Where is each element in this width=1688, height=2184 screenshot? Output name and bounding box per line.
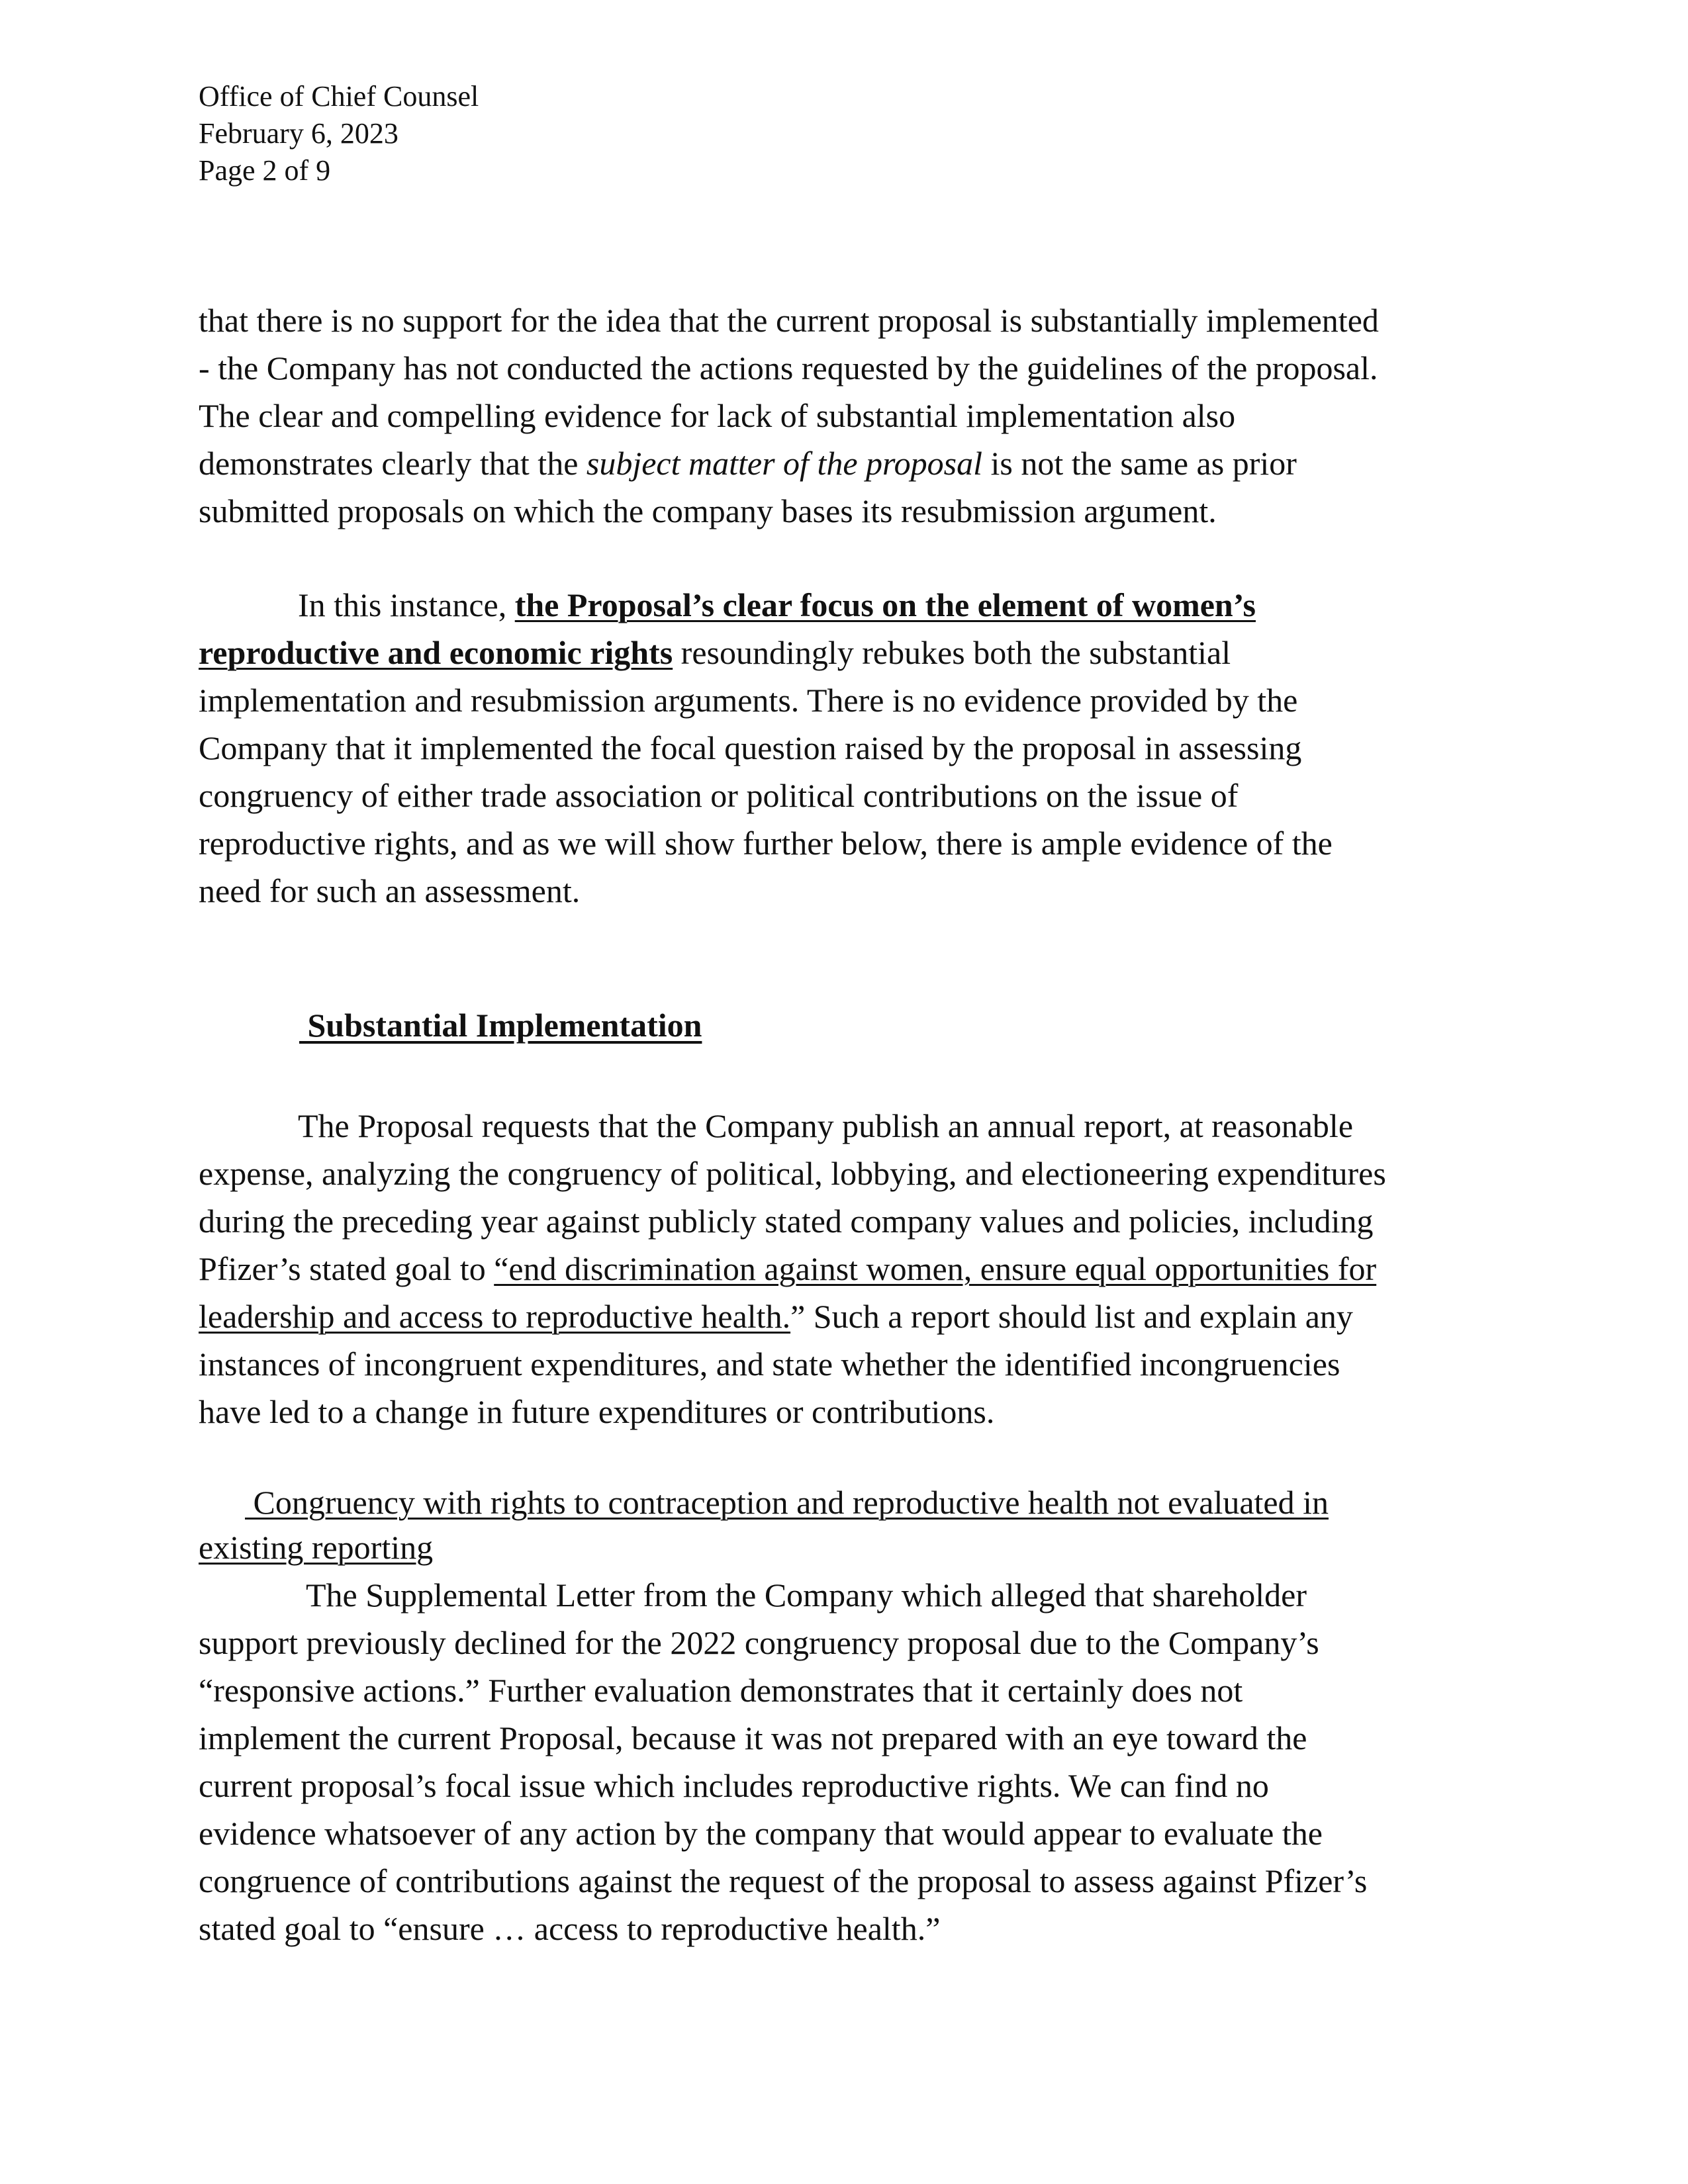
text-run: ” Such a report should list and explain any — [790, 1298, 1353, 1335]
italic-emphasis: subject matter of the proposal — [586, 445, 982, 482]
paragraph-line: implementation and resubmission arguments. There is no evidence provided by the — [199, 682, 1298, 719]
paragraph-line — [199, 581, 1496, 629]
subheading-line: Congruency with rights to contraception and reproductive health not evaluated in — [245, 1484, 1329, 1521]
header-recipient: Office of Chief Counsel — [199, 80, 479, 113]
bold-underlined-emphasis: the Proposal’s clear focus on the element of women’s — [514, 586, 1256, 623]
paragraph-line: current proposal’s focal issue which includes reproductive rights. We can find no — [199, 1767, 1269, 1804]
header-date: February 6, 2023 — [199, 117, 399, 150]
paragraph-line: The Proposal requests that the Company publish an annual report, at reasonable — [298, 1107, 1354, 1144]
text-run: demonstrates clearly that the — [199, 445, 586, 482]
paragraph-line: implement the current Proposal, because it was not prepared with an eye toward the — [199, 1719, 1307, 1756]
paragraph-4 — [199, 1571, 1496, 1952]
paragraph-line: “responsive actions.” Further evaluation demonstrates that it certainly does not — [199, 1672, 1243, 1709]
bold-underlined-emphasis: reproductive and economic rights — [199, 634, 673, 671]
underlined-quote: “end discrimination against women, ensure equal opportunities for — [494, 1250, 1377, 1287]
paragraph-line — [199, 629, 1496, 676]
paragraph-line — [199, 1293, 1496, 1340]
paragraph-line — [199, 1245, 1496, 1293]
paragraph-line: The clear and compelling evidence for lack of substantial implementation also — [199, 397, 1236, 434]
text-run: In this instance, — [298, 586, 515, 623]
paragraph-1 — [199, 296, 1496, 535]
paragraph-2 — [199, 581, 1496, 915]
paragraph-line: - the Company has not conducted the actions requested by the guidelines of the proposal. — [199, 349, 1378, 387]
subheading-line-wrap — [199, 1525, 1496, 1570]
text-run: Pfizer’s stated goal to — [199, 1250, 494, 1287]
subheading — [199, 1480, 1496, 1570]
underlined-quote: leadership and access to reproductive health. — [199, 1298, 791, 1335]
paragraph-line: congruency of either trade association or political contributions on the issue of — [199, 777, 1239, 814]
paragraph-line: support previously declined for the 2022 congruency proposal due to the Company’s — [199, 1624, 1319, 1661]
paragraph-line: stated goal to “ensure … access to reproductive health.” — [199, 1910, 941, 1947]
letter-header — [199, 78, 479, 189]
paragraph-line: during the preceding year against publicly stated company values and policies, including — [199, 1203, 1374, 1240]
section-heading: Substantial Implementation — [299, 1007, 702, 1044]
paragraph-line: that there is no support for the idea that the current proposal is substantially implemented — [199, 302, 1379, 339]
paragraph-line: congruence of contributions against the request of the proposal to assess against Pfizer’s — [199, 1862, 1368, 1899]
paragraph-3 — [199, 1102, 1496, 1435]
paragraph-line: Company that it implemented the focal question raised by the proposal in assessing — [199, 729, 1302, 766]
paragraph-line: evidence whatsoever of any action by the company that would appear to evaluate the — [199, 1815, 1323, 1852]
text-run: is not the same as prior — [982, 445, 1297, 482]
paragraph-line: need for such an assessment. — [199, 872, 581, 909]
header-page-number: Page 2 of 9 — [199, 154, 331, 187]
paragraph-line: instances of incongruent expenditures, and state whether the identified incongruencies — [199, 1345, 1340, 1383]
paragraph-line: The Supplemental Letter from the Company which alleged that shareholder — [306, 1576, 1307, 1614]
text-run: resoundingly rebukes both the substantial — [673, 634, 1231, 671]
paragraph-line: submitted proposals on which the company bases its resubmission argument. — [199, 492, 1217, 529]
paragraph-line: reproductive rights, and as we will show further below, there is ample evidence of the — [199, 825, 1333, 862]
subheading-line: existing reporting — [199, 1529, 434, 1566]
paragraph-line: expense, analyzing the congruency of political, lobbying, and electioneering expenditures — [199, 1155, 1386, 1192]
paragraph-line — [199, 439, 1496, 487]
paragraph-line: have led to a change in future expenditures or contributions. — [199, 1393, 995, 1430]
